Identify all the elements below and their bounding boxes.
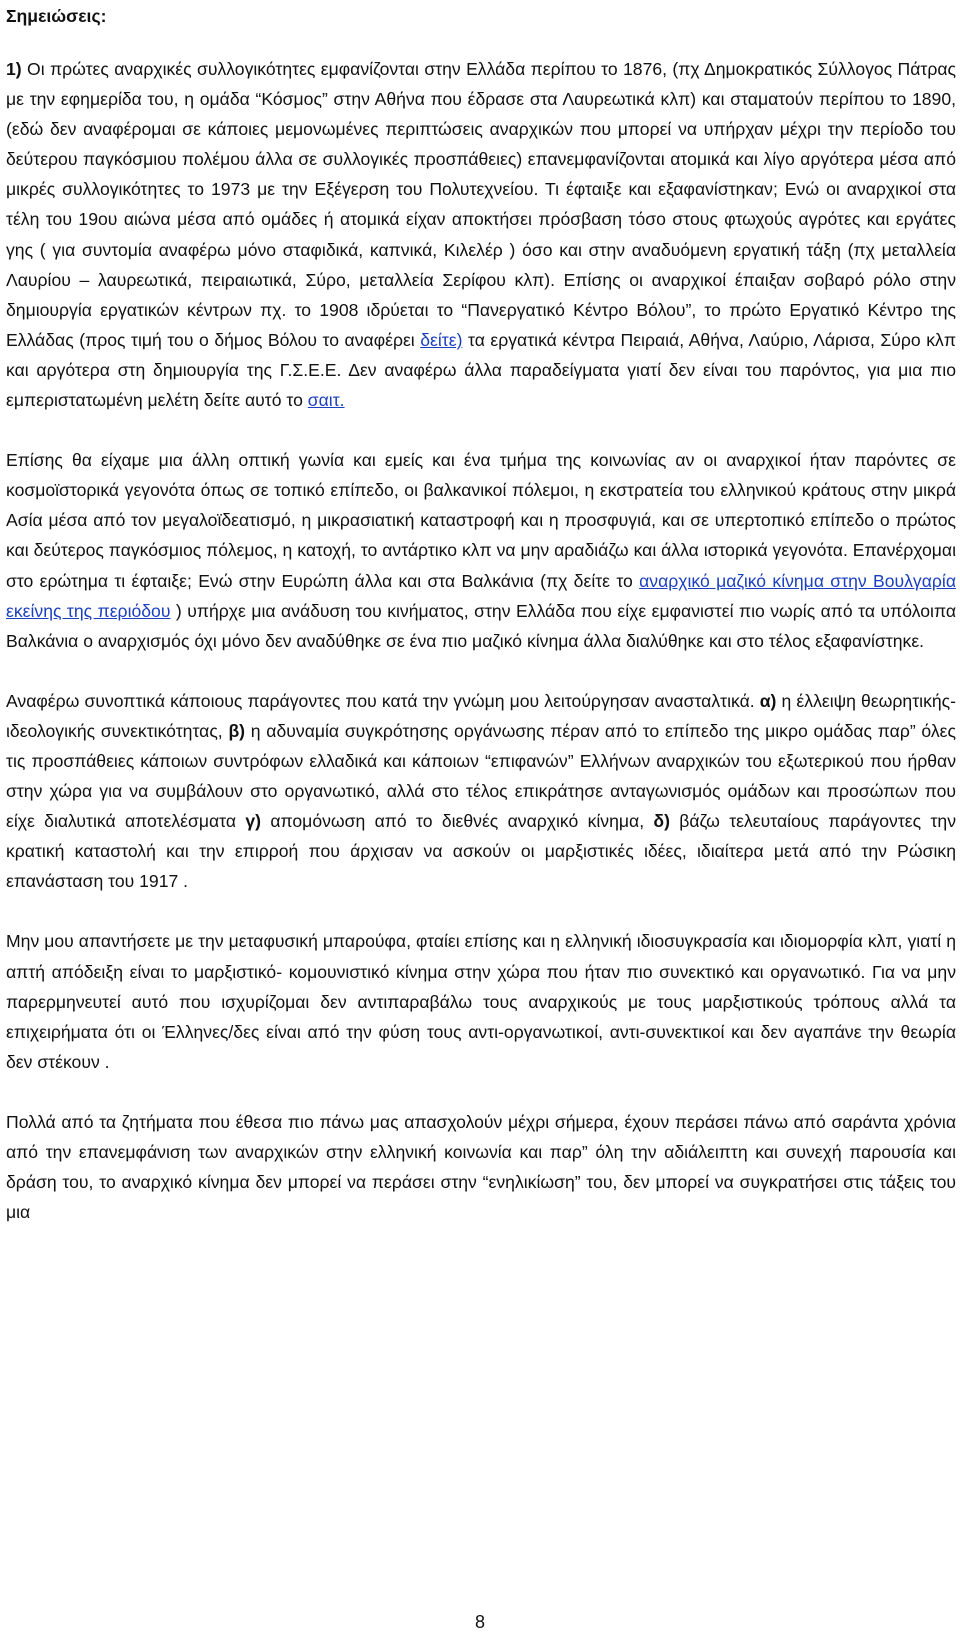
document-page xyxy=(6,0,956,1227)
paragraph-2-text-part-1: Επίσης θα είχαμε μια άλλη οπτική γωνία και εμείς και ένα τμήμα της κοινωνίας αν οι αναρχικοί ήταν παρόντες σε κοσμοϊστορικά γεγονότα όπως σε τοπικό επίπεδο, οι βαλκανικοί πόλεμοι, η εκστρατεία του ελληνικού κράτους στην μικρά Ασία μέσα από τον μεγαλοϊδεατισμό, η μικρασιατική καταστροφή και η προσφυγιά, και σε υπερτοπικό επίπεδο ο πρώτος και δεύτερος παγκόσμιος πόλεμος, η κατοχή, το αντάρτικο κλπ να μην αραδιάζω και άλλα ιστορικά γεγονότα. Επανέρχομαι στο ερώτημα τι έφταιξε; Ενώ στην Ευρώπη άλλα και στα Βαλκάνια (πχ δείτε το xyxy=(6,450,956,591)
paragraph-3-text-part-4: απομόνωση από το διεθνές αναρχικό κίνημα, xyxy=(261,811,654,832)
list-marker-c: γ) xyxy=(245,811,262,832)
bulgaria-movement-link[interactable]: αναρχικό μαζικό κίνημα στην Βουλγαρία εκείνης της περιόδου xyxy=(6,570,956,621)
paragraph-5: Πολλά από τα ζητήματα που έθεσα πιο πάνω μας απασχολούν μέχρι σήμερα, έχουν περάσει πάνω από σαράντα χρόνια από την επανεμφάνιση των αναρχικών στην ελληνική κοινωνία και παρ” όλη την αδιάλειπτη και συνεχή παρουσία και δράση του, το αναρχικό κίνημα δεν μπορεί να περάσει στην “ενηλικίωση” του, δεν μπορεί να συγκρατήσει στις τάξεις του μια xyxy=(6,1111,956,1223)
site-link[interactable]: σαιτ. xyxy=(307,390,345,411)
note-1-text-part-2: τα εργατικά κέντρα Πειραιά, Αθήνα, Λαύριο, Λάρισα, Σύρο κλπ και αργότερα στη δημιουργία της Γ.Σ.Ε.Ε. Δεν αναφέρω άλλα παραδείγματα γιατί δεν είναι του παρόντος, για μια πιο εμπεριστατωμένη μελέτη δείτε αυτό το xyxy=(6,329,956,411)
list-marker-b: β) xyxy=(228,720,246,741)
paragraph-2-text-part-2: ) υπήρχε μια ανάδυση του κινήματος, στην Ελλάδα που είχε εμφανιστεί πιο νωρίς από τα υπόλοιπα Βαλκάνια ο αναρχισμός όχι μόνο δεν αναδύθηκε σε ένα πιο μαζικό κίνημα άλλα διαλύθηκε και στο τέλος εξαφανίστηκε. xyxy=(6,600,957,651)
note-number: 1) xyxy=(6,59,22,79)
page-number: 8 xyxy=(474,1612,485,1632)
note-1-text-part-1: Οι πρώτες αναρχικές συλλογικότητες εμφανίζονται στην Ελλάδα περίπου το 1876, (πχ Δημοκρατικός Σύλλογος Πάτρας με την εφημερίδα του, η ομάδα “Κόσμος” στην Αθήνα που έδρασε στα Λαυρεωτικά κλπ) και σταματούν περίπου το 1890, (εδώ δεν αναφέρομαι σε κάποιες μεμονωμένες περιπτώσεις αναρχικών που μπορεί να υπήρχαν μέχρι την περίοδο του δεύτερου παγκόσμιου πολέμου άλλα σε συλλογικές προσπάθειες) επανεμφανίζονται ατομικά και λίγο αργότερα μέσα από μικρές συλλογικότητες το 1973 με την Εξέγερση του Πολυτεχνείου. Τι έφταιξε και εξαφανίστηκαν; Ενώ οι αναρχικοί στα τέλη του 19ου αιώνα μέσα από ομάδες ή ατομικά είχαν αποκτήσει πρόσβαση τόσο στους φτωχούς αγρότες και εργάτες γης ( για συντομία αναφέρω μόνο σταφιδικά, καπνικά, Κιλελέρ ) όσο και στην αναδυόμενη εργατική τάξη (πχ μεταλλεία Λαυρίου – λαυρεωτικά, πειραιωτικά, Σύρο, μεταλλεία Σερίφου κλπ). Επίσης οι αναρχικοί έπαιξαν σοβαρό ρόλο στην δημιουργία εργατικών κέντρων πχ. το 1908 ιδρύεται το “Πανεργατικό Κέντρο Βόλου”, το πρώτο Εργατικό Κέντρο της Ελλάδας (προς τιμή του ο δήμος Βόλου το αναφέρει xyxy=(6,59,956,350)
notes-heading: Σημειώσεις: xyxy=(6,6,107,26)
paragraph-3-text-part-3: η αδυναμία συγκρότησης οργάνωσης πέραν από το επίπεδο της μικρο ομάδας παρ” όλες τις προσπάθειες κάποιων συντρόφων ελλαδικά και κάποιων “επιφανών” Ελλήνων αναρχικών του εξωτερικού που ήρθαν στην χώρα για να συμβάλουν στο οργανωτικό, αλλά στο τέλος επικράτησε ανταγωνισμός ομάδων και προσώπων που είχε διαλυτικά αποτελέσματα xyxy=(6,720,956,832)
list-marker-a: α) xyxy=(759,690,777,711)
paragraph-4: Μην μου απαντήσετε με την μεταφυσική μπαρούφα, φταίει επίσης και η ελληνική ιδιοσυγκρασία και ιδιομορφία κλπ, γιατί η απτή απόδειξη είναι το μαρξιστικό- κομουνιστικό κίνημα στην χώρα που ήταν πιο συνεκτικό και οργανωτικό. Για να μην παρερμηνευτεί αυτό που ισχυρίζομαι δεν αντιπαραβάλω τους αναρχικούς με τους μαρξιστικούς τρόπους αλλά τα επιχειρήματα ότι οι Έλληνες/δες είναι από την φύση τους αντι-οργανωτικοί, αντι-συνεκτικοί και δεν αγαπάνε την θεωρία δεν στέκουν . xyxy=(6,931,956,1072)
note-1-paragraph xyxy=(6,54,956,415)
paragraph-3-text-part-1: Αναφέρω συνοπτικά κάποιους παράγοντες που κατά την γνώμη μου λειτούργησαν ανασταλτικά. xyxy=(6,690,760,711)
paragraph-2 xyxy=(6,445,956,656)
paragraph-3-text-part-5: βάζω τελευταίους παράγοντες την κρατική καταστολή και την επιρροή που άρχισαν να ασκούν οι μαρξιστικές ιδέες, ιδιαίτερα μετά από την Ρώσικη επανάσταση του 1917 . xyxy=(6,811,956,892)
paragraph-3-text-part-2: η έλλειψη θεωρητικής- ιδεολογικής συνεκτικότητας, xyxy=(6,690,956,741)
see-link[interactable]: δείτε) xyxy=(420,329,463,350)
list-marker-d: δ) xyxy=(653,811,670,832)
paragraph-3 xyxy=(6,686,956,897)
